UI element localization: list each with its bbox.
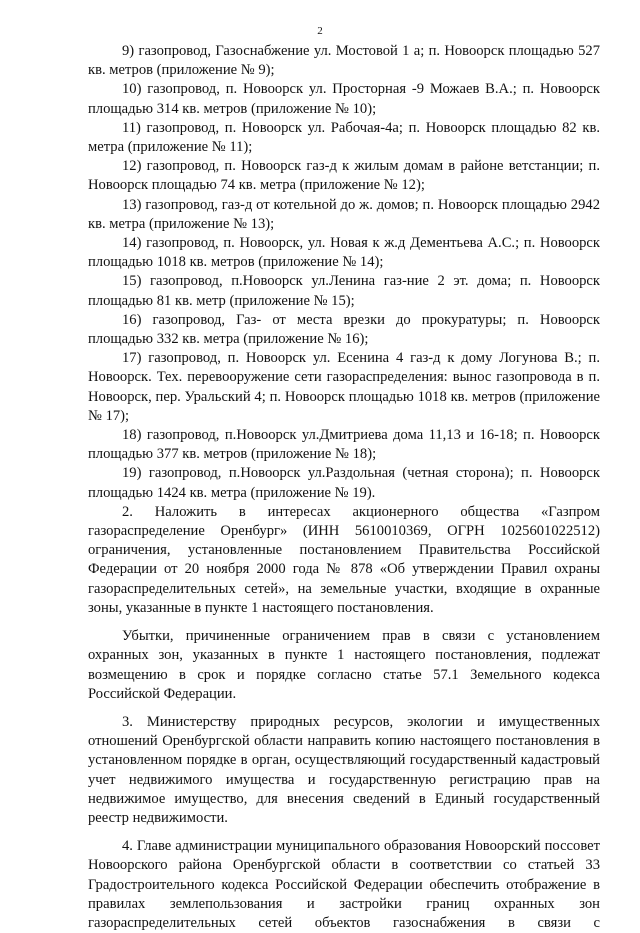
list-item-16: 16) газопровод, Газ- от места врезки до прокуратуры; п. Новоорск площадью 332 кв. метра (приложение № 16); (88, 311, 600, 348)
list-item-11: 11) газопровод, п. Новоорск ул. Рабочая-4а; п. Новоорск площадью 82 кв. метра (приложение № 11); (88, 119, 600, 156)
page-number: 2 (317, 25, 323, 37)
list-item-15: 15) газопровод, п.Новоорск ул.Ленина газ-ние 2 эт. дома; п. Новоорск площадью 81 кв. метр (приложение № 15); (88, 273, 600, 309)
list-item-14: 14) газопровод, п. Новоорск, ул. Новая к ж.д Дементьева А.С.; п. Новоорск площадью 1018 кв. метров (приложение № 14); (88, 235, 600, 271)
list-item-17: 17) газопровод, п. Новоорск ул. Есенина 4 газ-д к дому Логунова В.; п. Новоорск. Тех. перевооружение сети газораспределения: вынос газопровода в п. Новоорск, пер. Уральский 4; п. Новоорск площадью 1018 кв. метров (приложение № 17); (88, 350, 600, 424)
clause-4: 4. Главе администрации муниципального образования Новоорский поссовет Новоорского района Оренбургской области в соответствии со статьей 33 Градостроительного кодекса Российской Федерации обеспечить отображение в правилах землепользования и застройки границ охранных зон газораспределительных сетей объектов газоснабжения в связи с (88, 838, 600, 931)
clause-2: 2. Наложить в интересах акционерного общества «Газпром газораспределение Оренбург» (ИНН 5610010369, ОГРН 1025601022512) ограничения, установленные постановлением Правительства Российской Федерации от 20 ноября 2000 года № 878 «Об утверждении Правил охраны газораспределительных сетей», на земельные участки, входящие в охранные зоны, указанные в пункте 1 настоящего постановления. (88, 503, 600, 616)
list-item-13: 13) газопровод, газ-д от котельной до ж. домов; п. Новоорск площадью 2942 кв. метра (приложение № 13); (88, 196, 600, 232)
list-item-12: 12) газопровод, п. Новоорск газ-д к жилым домам в районе ветстанции; п. Новоорск площадью 74 кв. метра (приложение № 12); (88, 158, 600, 194)
list-item-18: 18) газопровод, п.Новоорск ул.Дмитриева дома 11,13 и 16-18; п. Новоорск площадью 377 кв. метров (приложение № 18); (88, 427, 600, 463)
list-item-19: 19) газопровод, п.Новоорск ул.Раздольная (четная сторона); п. Новоорск площадью 1424 кв. метра (приложение № 19). (88, 465, 600, 501)
clause-2-damages: Убытки, причиненные ограничением прав в связи с установлением охранных зон, указанных в пункте 1 настоящего постановления, подлежат возмещению в срок и порядке согласно статье 57.1 Земельного кодекса Российской Федерации. (88, 628, 600, 702)
list-item-10: 10) газопровод, п. Новоорск ул. Просторная -9 Можаев В.А.; п. Новоорск площадью 314 кв. метров (приложение № 10); (88, 81, 600, 117)
document-body (88, 42, 600, 933)
list-item-9: 9) газопровод, Газоснабжение ул. Мостовой 1 а; п. Новоорск площадью 527 кв. метров (приложение № 9); (88, 43, 600, 79)
clause-3: 3. Министерству природных ресурсов, экологии и имущественных отношений Оренбургской области направить копию настоящего постановления в установленном порядке в орган, осуществляющий государственный кадастровый учет недвижимого имущества и государственную регистрацию прав на недвижимое имущество, для внесения сведений в Единый государственный реестр недвижимости. (88, 713, 600, 826)
